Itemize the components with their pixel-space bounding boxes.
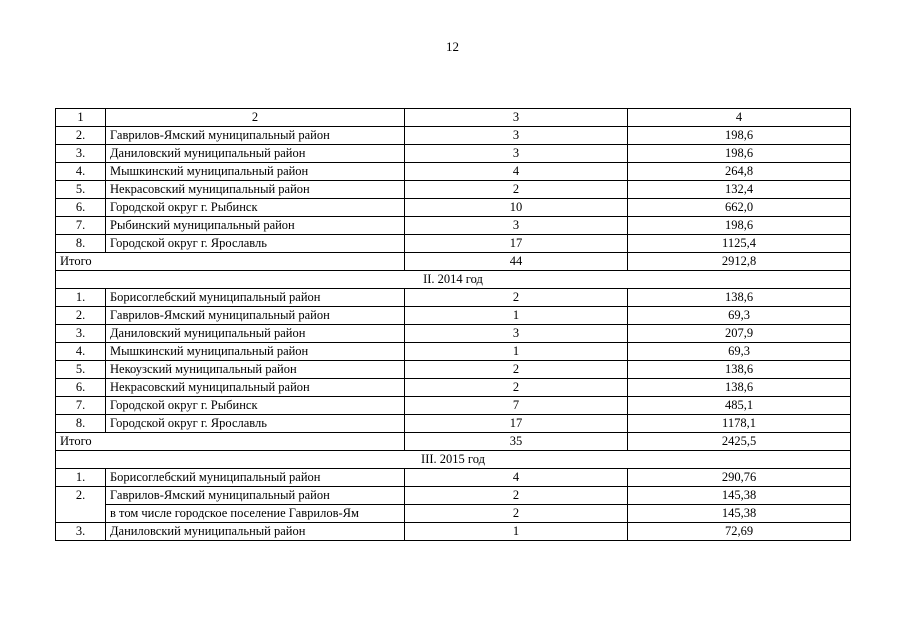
header-cell-name: 2 bbox=[106, 109, 405, 127]
row-count: 4 bbox=[405, 469, 628, 487]
table-row bbox=[56, 217, 851, 235]
row-amount: 485,1 bbox=[628, 397, 851, 415]
row-number: 2. bbox=[56, 127, 106, 145]
row-number: 2. bbox=[56, 487, 106, 523]
row-name: Рыбинский муниципальный район bbox=[106, 217, 405, 235]
row-count: 1 bbox=[405, 307, 628, 325]
row-amount: 264,8 bbox=[628, 163, 851, 181]
subrow-count: 2 bbox=[405, 505, 628, 523]
section-title-row bbox=[56, 451, 851, 469]
total-label: Итого bbox=[56, 433, 405, 451]
total-count: 35 bbox=[405, 433, 628, 451]
row-name: Некрасовский муниципальный район bbox=[106, 379, 405, 397]
total-amount: 2912,8 bbox=[628, 253, 851, 271]
table-row bbox=[56, 487, 851, 505]
table-row bbox=[56, 181, 851, 199]
row-amount: 132,4 bbox=[628, 181, 851, 199]
total-label: Итого bbox=[56, 253, 405, 271]
row-number: 7. bbox=[56, 217, 106, 235]
row-count: 3 bbox=[405, 217, 628, 235]
row-number: 5. bbox=[56, 181, 106, 199]
row-number: 8. bbox=[56, 235, 106, 253]
row-name: Мышкинский муниципальный район bbox=[106, 343, 405, 361]
subrow-name: в том числе городское поселение Гаврилов-Ям bbox=[106, 505, 405, 523]
table-row bbox=[56, 397, 851, 415]
row-count: 2 bbox=[405, 379, 628, 397]
table-row bbox=[56, 127, 851, 145]
row-count: 17 bbox=[405, 415, 628, 433]
header-row bbox=[56, 109, 851, 127]
table-row bbox=[56, 415, 851, 433]
row-amount: 138,6 bbox=[628, 379, 851, 397]
row-name: Гаврилов-Ямский муниципальный район bbox=[106, 487, 405, 505]
row-name: Городской округ г. Рыбинск bbox=[106, 397, 405, 415]
row-number: 5. bbox=[56, 361, 106, 379]
row-number: 6. bbox=[56, 199, 106, 217]
total-amount: 2425,5 bbox=[628, 433, 851, 451]
row-amount: 69,3 bbox=[628, 343, 851, 361]
row-count: 3 bbox=[405, 325, 628, 343]
table-row bbox=[56, 289, 851, 307]
row-amount: 198,6 bbox=[628, 145, 851, 163]
row-number: 3. bbox=[56, 325, 106, 343]
row-number: 4. bbox=[56, 163, 106, 181]
row-count: 17 bbox=[405, 235, 628, 253]
row-count: 10 bbox=[405, 199, 628, 217]
row-name: Даниловский муниципальный район bbox=[106, 145, 405, 163]
table-subrow bbox=[56, 505, 851, 523]
row-amount: 72,69 bbox=[628, 523, 851, 541]
row-count: 2 bbox=[405, 289, 628, 307]
row-name: Некрасовский муниципальный район bbox=[106, 181, 405, 199]
total-count: 44 bbox=[405, 253, 628, 271]
table-row bbox=[56, 163, 851, 181]
row-number: 3. bbox=[56, 145, 106, 163]
row-amount: 138,6 bbox=[628, 289, 851, 307]
row-count: 7 bbox=[405, 397, 628, 415]
row-amount: 290,76 bbox=[628, 469, 851, 487]
row-name: Мышкинский муниципальный район bbox=[106, 163, 405, 181]
table-row bbox=[56, 343, 851, 361]
subrow-amount: 145,38 bbox=[628, 505, 851, 523]
row-amount: 145,38 bbox=[628, 487, 851, 505]
row-count: 4 bbox=[405, 163, 628, 181]
table-row bbox=[56, 379, 851, 397]
header-cell-num: 1 bbox=[56, 109, 106, 127]
row-count: 2 bbox=[405, 181, 628, 199]
row-number: 3. bbox=[56, 523, 106, 541]
row-name: Гаврилов-Ямский муниципальный район bbox=[106, 307, 405, 325]
row-name: Городской округ г. Ярославль bbox=[106, 235, 405, 253]
table-row bbox=[56, 145, 851, 163]
header-cell-count: 3 bbox=[405, 109, 628, 127]
total-row bbox=[56, 433, 851, 451]
row-amount: 662,0 bbox=[628, 199, 851, 217]
row-amount: 198,6 bbox=[628, 127, 851, 145]
section-title: II. 2014 год bbox=[56, 271, 851, 289]
table-row bbox=[56, 523, 851, 541]
row-number: 1. bbox=[56, 289, 106, 307]
total-row bbox=[56, 253, 851, 271]
row-count: 2 bbox=[405, 361, 628, 379]
row-name: Городской округ г. Рыбинск bbox=[106, 199, 405, 217]
row-count: 3 bbox=[405, 127, 628, 145]
row-number: 6. bbox=[56, 379, 106, 397]
table-row bbox=[56, 199, 851, 217]
header-cell-amount: 4 bbox=[628, 109, 851, 127]
table-row bbox=[56, 307, 851, 325]
row-name: Городской округ г. Ярославль bbox=[106, 415, 405, 433]
row-amount: 69,3 bbox=[628, 307, 851, 325]
row-name: Борисоглебский муниципальный район bbox=[106, 469, 405, 487]
row-amount: 1178,1 bbox=[628, 415, 851, 433]
table-row bbox=[56, 325, 851, 343]
row-name: Борисоглебский муниципальный район bbox=[106, 289, 405, 307]
row-name: Даниловский муниципальный район bbox=[106, 523, 405, 541]
row-number: 4. bbox=[56, 343, 106, 361]
row-count: 2 bbox=[405, 487, 628, 505]
table-row bbox=[56, 361, 851, 379]
page-number: 12 bbox=[446, 39, 459, 54]
section-title-row bbox=[56, 271, 851, 289]
row-count: 3 bbox=[405, 145, 628, 163]
data-table bbox=[55, 108, 851, 541]
table-row bbox=[56, 235, 851, 253]
row-count: 1 bbox=[405, 523, 628, 541]
row-amount: 138,6 bbox=[628, 361, 851, 379]
table-row bbox=[56, 469, 851, 487]
row-name: Даниловский муниципальный район bbox=[106, 325, 405, 343]
section-title: III. 2015 год bbox=[56, 451, 851, 469]
row-name: Гаврилов-Ямский муниципальный район bbox=[106, 127, 405, 145]
row-name: Некоузский муниципальный район bbox=[106, 361, 405, 379]
row-number: 1. bbox=[56, 469, 106, 487]
row-amount: 198,6 bbox=[628, 217, 851, 235]
row-number: 7. bbox=[56, 397, 106, 415]
row-number: 8. bbox=[56, 415, 106, 433]
row-amount: 1125,4 bbox=[628, 235, 851, 253]
row-number: 2. bbox=[56, 307, 106, 325]
row-count: 1 bbox=[405, 343, 628, 361]
row-amount: 207,9 bbox=[628, 325, 851, 343]
